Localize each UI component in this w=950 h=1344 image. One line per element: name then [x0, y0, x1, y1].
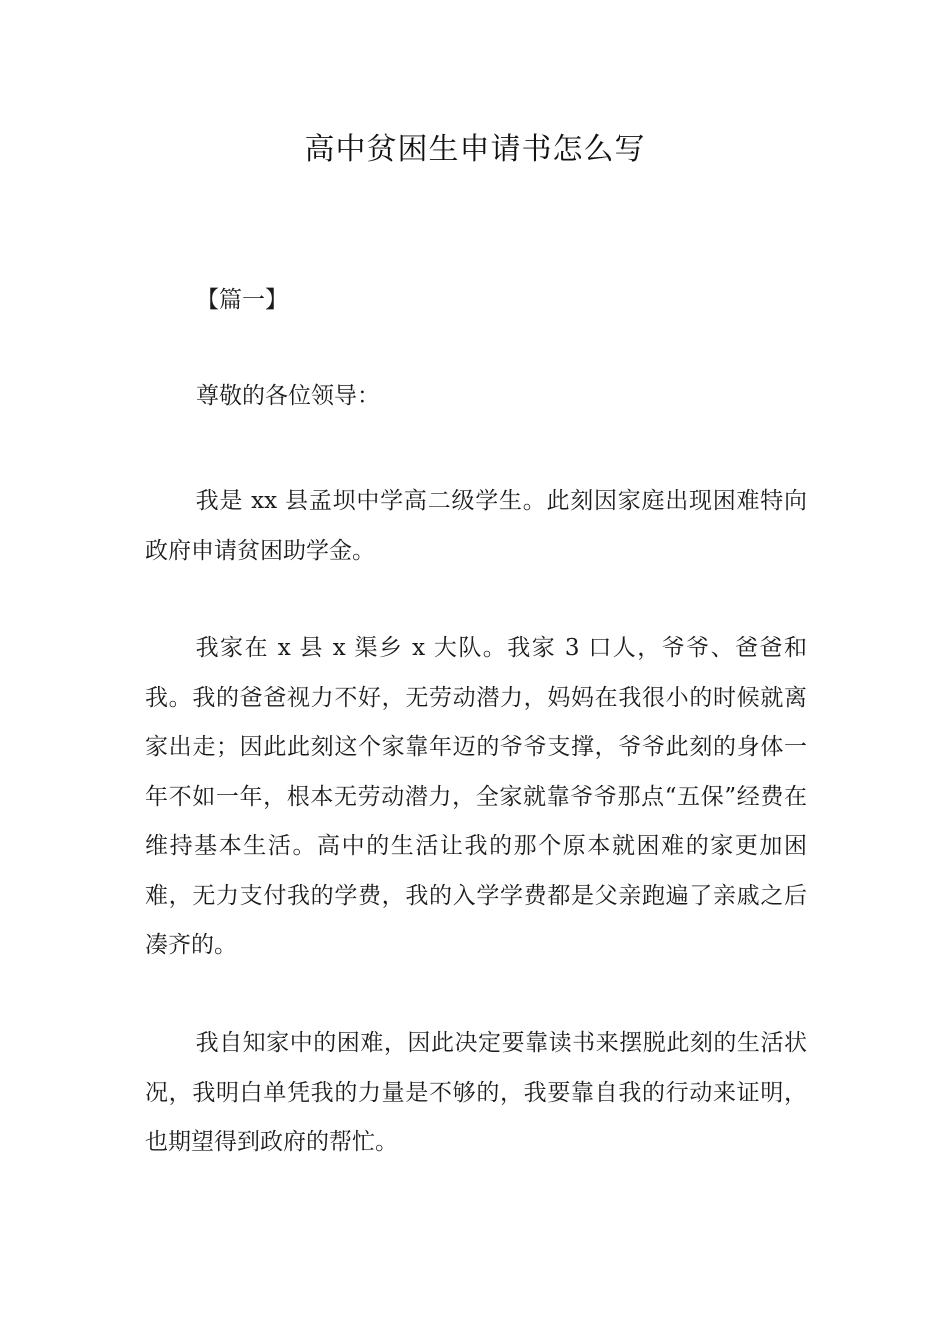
document-title: 高中贫困生申请书怎么写: [304, 132, 646, 167]
body-paragraph: 我家在 x 县 x 渠乡 x 大队。我家 3 口人，爷爷、爸爸和我。我的爸爸视力不好，无劳动潜力，妈妈在我很小的时候就离家出走；因此此刻这个家靠年迈的爷爷支撑，爷爷此刻的身体一年不如一年，根本无劳动潜力，全家就靠爷爷那点“五保”经费在维持基本生活。高中的生活让我的那个原本就困难的家更加困难，无力支付我的学费，我的入学学费都是父亲跑遍了亲戚之后凑齐的。: [145, 635, 807, 958]
body-paragraph: 我自知家中的困难，因此决定要靠读书来摆脱此刻的生活状况，我明白单凭我的力量是不够的，我要靠自我的行动来证明，也期望得到政府的帮忙。: [145, 1030, 807, 1155]
body-paragraph: 我是 xx 县孟坝中学高二级学生。此刻因家庭出现困难特向政府申请贫困助学金。: [145, 488, 807, 564]
section-label: 【篇一】: [196, 287, 288, 313]
salutation: 尊敬的各位领导：: [196, 383, 380, 409]
